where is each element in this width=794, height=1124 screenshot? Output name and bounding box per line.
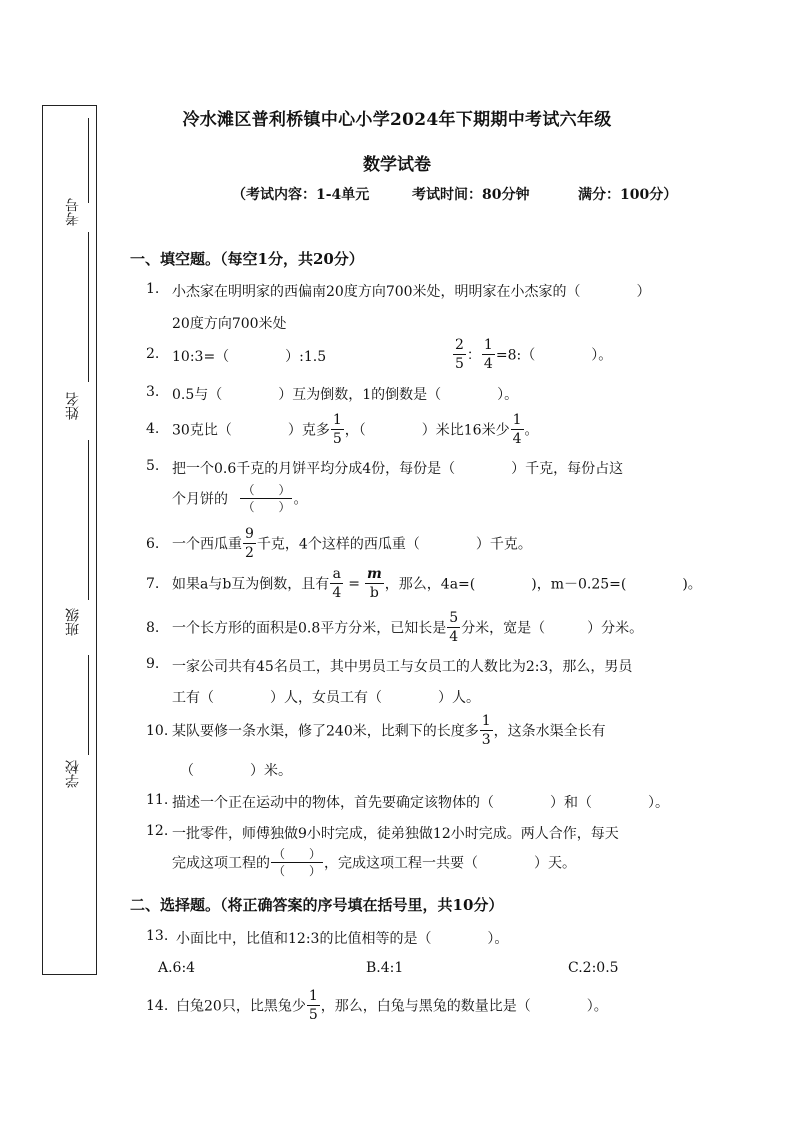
- q5-number: 5.: [146, 458, 160, 474]
- q14-text: 白兔20只，比黑兔少 $\frac{1}{5}$ ，那么，白兔与黑兔的数量比是（ ）。: [176, 988, 608, 1023]
- q3-number: 3.: [146, 384, 160, 400]
- q2-part-a: 10:3=（ ）:1.5: [172, 349, 327, 365]
- school-label: 学校: [65, 760, 81, 788]
- q10-fraction: $\frac{1}{3}$: [481, 713, 491, 748]
- q8-text: 一个长方形的面积是0.8平方分米，已知长是 $\frac{5}{4}$ 分米，宽是（ ）分米。: [172, 610, 644, 645]
- q2-part-b: $\frac{2}{5}$ ： $\frac{1}{4}$ =8:（ ）。: [455, 337, 613, 372]
- q5-line1: 把一个0.6千克的月饼平均分成4份，每份是（ ）千克，每份占这: [172, 461, 624, 477]
- q2-fraction-1: $\frac{2}{5}$: [455, 337, 464, 372]
- q5-fraction-blank: $\frac{( )}{( )}$: [242, 483, 291, 514]
- exam-no-label: 考号: [65, 198, 81, 226]
- section-choice-title: 二、选择题。（将正确答案的序号填在括号里，共10分）: [130, 896, 504, 914]
- q2-fraction-2: $\frac{1}{4}$: [483, 337, 493, 372]
- q12-fraction-blank: $\frac{( )}{( )}$: [273, 847, 322, 878]
- q7-fraction-2: $\frac{m}{b}$: [366, 566, 382, 601]
- name-label: 姓名: [65, 392, 81, 420]
- q4-number: 4.: [146, 421, 160, 437]
- q10-line1: 某队要修一条水渠，修了240米，比剩下的长度多 $\frac{1}{3}$ ，这条水渠全长有: [172, 713, 606, 748]
- q4-text: 30克比（ ）克多 $\frac{1}{5}$ ，（ ）米比16米少 $\frac{1}{4}$ 。: [172, 412, 539, 447]
- q9-line2: 工有（ ）人，女员工有（ ）人。: [172, 690, 480, 706]
- q12-line2: 完成这项工程的 $\frac{( )}{( )}$ ，完成这项工程一共要（ ）天。: [172, 847, 577, 878]
- q9-number: 9.: [146, 656, 160, 672]
- q8-fraction: $\frac{5}{4}$: [449, 610, 459, 645]
- q1-line1: 小杰家在明明家的西偏南20度方向700米处，明明家在小杰家的（ ）: [172, 284, 651, 300]
- q11-number: 11.: [146, 792, 169, 808]
- name-line: [88, 232, 89, 382]
- class-line: [88, 440, 89, 600]
- q2-number: 2.: [146, 346, 160, 362]
- exam-score: 满分：100分）: [578, 187, 678, 203]
- q7-text: 如果a与b互为倒数，且有 $\frac{a}{4}$ = $\frac{m}{b}$ ，那么，4a=( )，m－0.25=( )。: [172, 566, 702, 601]
- q1-number: 1.: [146, 281, 160, 297]
- q13-text: 小面比中，比值和12:3的比值相等的是（ ）。: [176, 931, 509, 947]
- q6-number: 6.: [146, 536, 160, 552]
- q4-fraction-1: $\frac{1}{5}$: [332, 412, 342, 447]
- q14-number: 14.: [146, 998, 169, 1014]
- q7-number: 7.: [146, 576, 160, 592]
- q7-fraction-1: $\frac{a}{4}$: [332, 566, 342, 601]
- q1-line2: 20度方向700米处: [172, 316, 287, 332]
- q10-number: 10.: [146, 723, 169, 739]
- exam-title: 冷水滩区普利桥镇中心小学2024年下期期中考试六年级: [182, 110, 612, 130]
- q12-number: 12.: [146, 823, 169, 839]
- q10-line2: （ ）米。: [180, 763, 292, 779]
- exam-time: 考试时间：80分钟: [412, 187, 530, 203]
- q13-option-c: C.2:0.5: [568, 960, 619, 976]
- class-label: 班级: [65, 608, 81, 636]
- q8-number: 8.: [146, 620, 160, 636]
- q13-option-a: A.6:4: [158, 960, 196, 976]
- school-line: [88, 655, 89, 755]
- q12-line1: 一批零件，师傅独做9小时完成，徒弟独做12小时完成。两人合作，每天: [172, 826, 619, 842]
- section-fill-in-title: 一、填空题。（每空1分，共20分）: [130, 250, 364, 268]
- q6-fraction: $\frac{9}{2}$: [245, 526, 254, 561]
- q14-fraction: $\frac{1}{5}$: [308, 988, 318, 1023]
- q3-text: 0.5与（ ）互为倒数，1的倒数是（ ）。: [172, 387, 519, 403]
- q13-option-b: B.4:1: [366, 960, 404, 976]
- q6-text: 一个西瓜重 $\frac{9}{2}$ 千克，4个这样的西瓜重（ ）千克。: [172, 526, 532, 561]
- q4-fraction-2: $\frac{1}{4}$: [512, 412, 522, 447]
- q9-line1: 一家公司共有45名员工，其中男员工与女员工的人数比为2:3，那么，男员: [172, 659, 633, 675]
- q5-line2: 个月饼的 $\frac{( )}{( )}$ 。: [172, 483, 308, 514]
- exam-subtitle: 数学试卷: [363, 155, 431, 175]
- q13-number: 13.: [146, 928, 169, 944]
- q11-text: 描述一个正在运动中的物体，首先要确定该物体的（ ）和（ ）。: [172, 795, 669, 811]
- exam-content: （考试内容：1-4单元: [232, 187, 370, 203]
